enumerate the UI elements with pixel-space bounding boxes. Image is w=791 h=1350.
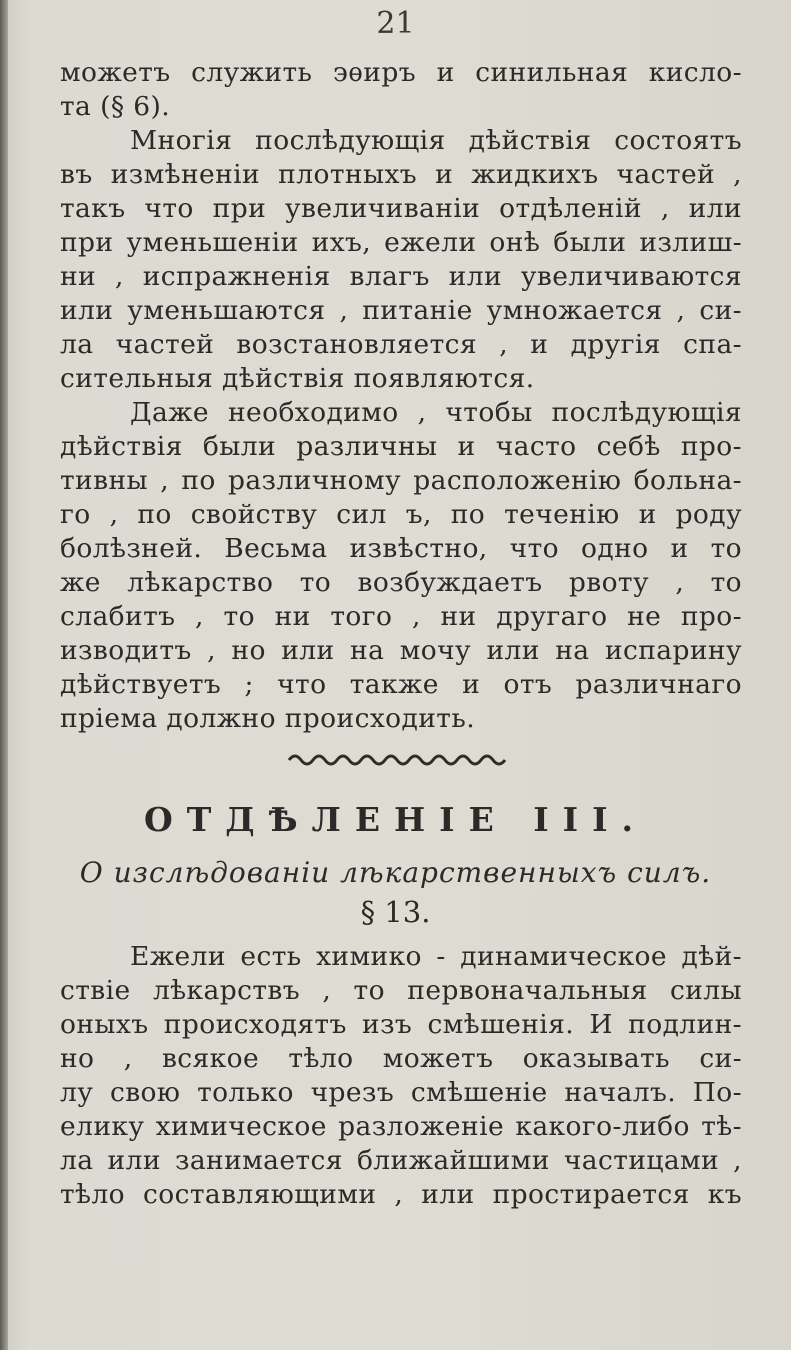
text-line: ла частей возстановляется , и другія спа- xyxy=(60,329,742,360)
text-line: но , всякое тѣло можетъ оказывать си- xyxy=(60,1043,742,1074)
text-line: въ измѣненіи плотныхъ и жидкихъ частей , xyxy=(60,159,742,190)
text-line: ла или занимается ближайшими частицами , xyxy=(60,1145,742,1176)
text-line: при уменьшеніи ихъ, ежели онѣ были излиш- xyxy=(60,227,742,258)
text-line: та (§ 6). xyxy=(60,91,171,122)
text-line: го , по свойству сил ъ, по теченію и роду xyxy=(60,499,742,530)
text-line: елику химическое разложеніе какого-либо тѣ- xyxy=(60,1111,742,1142)
page-number: 21 xyxy=(376,6,415,41)
text-line: Ежели есть химико - динамическое дѣй- xyxy=(130,941,742,972)
text-line: изводитъ , но или на мочу или на испарину xyxy=(60,635,742,666)
text-line: дѣйствія были различны и часто себѣ про- xyxy=(60,431,742,462)
text-line: оныхъ происходятъ изъ смѣшенія. И подлин- xyxy=(60,1009,742,1040)
book-spine xyxy=(0,0,8,1350)
text-line: тивны , по различному расположенію больна- xyxy=(60,465,742,496)
ornament-divider xyxy=(285,748,515,770)
text-line: тѣло составляющими , или простирается къ xyxy=(60,1179,742,1210)
text-line: слабитъ , то ни того , ни другаго не про- xyxy=(60,601,742,632)
text-line: лу свою только чрезъ смѣшеніе началъ. По- xyxy=(60,1077,742,1108)
text-line: пріема должно происходить. xyxy=(60,703,476,734)
text-line: ствіе лѣкарствъ , то первоначальныя силы xyxy=(60,975,742,1006)
text-line: дѣйствуетъ ; что также и отъ различнаго xyxy=(60,669,742,700)
text-line: Многія послѣдующія дѣйствія состоятъ xyxy=(130,125,742,156)
text-line: или уменьшаются , питаніе умножается , си- xyxy=(60,295,742,326)
text-line: сительныя дѣйствія появляются. xyxy=(60,363,535,394)
text-line: ни , испражненія влагъ или увеличиваются xyxy=(60,261,742,292)
chapter-subheading: О изслѣдованіи лѣкарственныхъ силъ. xyxy=(79,856,712,889)
text-line: можетъ служить эѳиръ и синильная кисло- xyxy=(60,57,742,88)
text-line: такъ что при увеличиваніи отдѣленій , или xyxy=(60,193,742,224)
text-line: же лѣкарство то возбуждаетъ рвоту , то xyxy=(60,567,742,598)
chapter-heading: ОТДѢЛЕНІЕ III. xyxy=(143,800,648,839)
text-line: Даже необходимо , чтобы послѣдующія xyxy=(130,397,742,428)
section-mark: § 13. xyxy=(360,895,431,929)
text-line: болѣзней. Весьма извѣстно, что одно и то xyxy=(60,533,742,564)
